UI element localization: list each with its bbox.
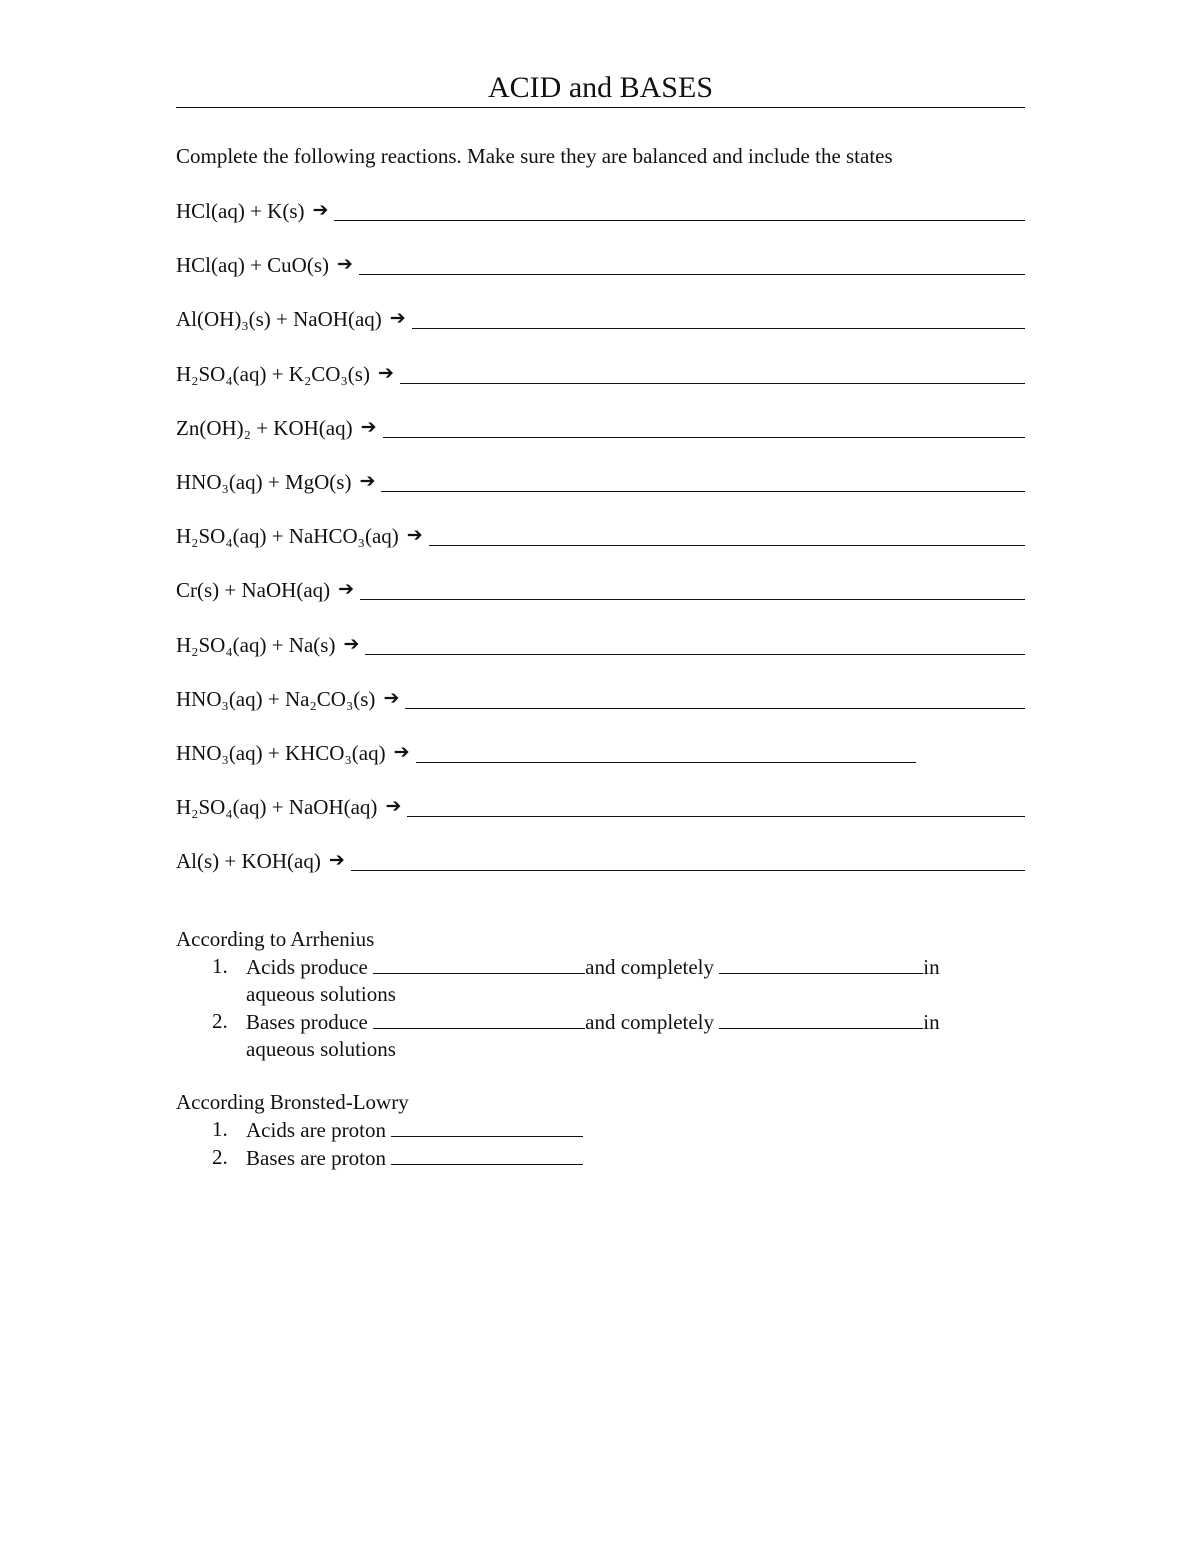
reaction-row: [176, 683, 1025, 713]
reaction-row: [176, 358, 1025, 388]
reaction-reactants: H₂SO₄(aq) + K₂CO₃(s): [176, 361, 370, 386]
right-arrow-icon: ➔: [359, 469, 376, 492]
arrhenius-section: [176, 926, 940, 1063]
item-text-end: in: [923, 955, 940, 979]
reaction-row: [176, 249, 1025, 279]
reaction-row: [176, 737, 1025, 767]
list-item: [176, 1144, 583, 1172]
answer-blank[interactable]: [373, 1008, 585, 1029]
answer-blank[interactable]: [719, 1008, 923, 1029]
right-arrow-icon: ➔: [389, 307, 406, 330]
answer-blank[interactable]: [381, 490, 1025, 492]
item-text-end: in: [923, 1010, 940, 1034]
reaction-reactants: Al(OH)₃(s) + NaOH(aq): [176, 307, 382, 332]
reaction-row: [176, 629, 1025, 659]
reaction-reactants: H₂SO₄(aq) + NaOH(aq): [176, 795, 378, 820]
answer-blank[interactable]: [429, 544, 1025, 546]
reaction-reactants: HNO₃(aq) + Na₂CO₃(s): [176, 686, 376, 711]
answer-blank[interactable]: [334, 219, 1025, 221]
answer-blank[interactable]: [359, 273, 1025, 275]
right-arrow-icon: ➔: [328, 849, 345, 872]
reaction-reactants: HCl(aq) + K(s): [176, 199, 305, 223]
reaction-reactants: HNO₃(aq) + MgO(s): [176, 469, 352, 494]
item-number: 1.: [212, 954, 228, 978]
reaction-row: [176, 791, 1025, 821]
right-arrow-icon: ➔: [343, 632, 360, 655]
item-text-continued: aqueous solutions: [246, 982, 396, 1006]
reaction-row: [176, 412, 1025, 442]
item-number: 1.: [212, 1117, 228, 1141]
item-text-start: Bases produce: [246, 1010, 374, 1034]
item-text-middle: and completely: [585, 1010, 720, 1034]
reaction-row: [176, 303, 1025, 333]
right-arrow-icon: ➔: [312, 199, 329, 221]
answer-blank[interactable]: [412, 327, 1025, 329]
reaction-row: [176, 520, 1025, 550]
reaction-list: [176, 195, 1025, 899]
item-text: Acids are proton: [246, 1118, 392, 1142]
reaction-reactants: HCl(aq) + CuO(s): [176, 253, 329, 278]
answer-blank[interactable]: [416, 761, 916, 763]
answer-blank[interactable]: [383, 436, 1025, 438]
answer-blank[interactable]: [360, 598, 1025, 600]
reaction-reactants: H₂SO₄(aq) + NaHCO₃(aq): [176, 524, 399, 549]
reaction-row: [176, 845, 1025, 875]
page-title: ACID and BASES: [487, 71, 713, 104]
answer-blank[interactable]: [391, 1116, 583, 1137]
right-arrow-icon: ➔: [406, 524, 423, 547]
answer-blank[interactable]: [373, 953, 585, 974]
right-arrow-icon: ➔: [377, 361, 394, 384]
item-text-continued: aqueous solutions: [246, 1037, 396, 1061]
arrhenius-heading: According to Arrhenius: [176, 927, 375, 951]
answer-blank[interactable]: [400, 382, 1025, 384]
right-arrow-icon: ➔: [385, 795, 402, 818]
right-arrow-icon: ➔: [360, 415, 377, 438]
right-arrow-icon: ➔: [338, 578, 355, 601]
answer-blank[interactable]: [391, 1144, 583, 1165]
answer-blank[interactable]: [405, 707, 1025, 709]
reaction-reactants: HNO₃(aq) + KHCO₃(aq): [176, 740, 386, 765]
bronsted-section: [176, 1089, 583, 1172]
bronsted-heading: According Bronsted-Lowry: [176, 1090, 409, 1114]
item-text-start: Acids produce: [246, 955, 374, 979]
reaction-reactants: Zn(OH)₂ + KOH(aq): [176, 415, 353, 440]
item-text-middle: and completely: [585, 955, 720, 979]
reaction-reactants: Al(s) + KOH(aq): [176, 849, 321, 874]
right-arrow-icon: ➔: [383, 686, 400, 709]
title-underline: [176, 107, 1025, 108]
list-item: [176, 953, 940, 1008]
reaction-row: [176, 466, 1025, 496]
list-item: [176, 1008, 940, 1063]
list-item: [176, 1116, 583, 1144]
item-text: Bases are proton: [246, 1146, 392, 1170]
arrhenius-list: [176, 953, 940, 1063]
reaction-row: [176, 574, 1025, 604]
bronsted-list: [176, 1116, 583, 1172]
answer-blank[interactable]: [407, 815, 1025, 817]
right-arrow-icon: ➔: [393, 740, 410, 763]
answer-blank[interactable]: [719, 953, 923, 974]
instructions-text: Complete the following reactions. Make sure they are balanced and include the states: [176, 144, 893, 168]
reaction-reactants: H₂SO₄(aq) + Na(s): [176, 632, 336, 657]
reaction-row: [176, 195, 1025, 225]
item-number: 2.: [212, 1145, 228, 1169]
right-arrow-icon: ➔: [337, 253, 353, 276]
answer-blank[interactable]: [351, 869, 1025, 871]
reaction-reactants: Cr(s) + NaOH(aq): [176, 578, 331, 603]
answer-blank[interactable]: [365, 653, 1025, 655]
item-number: 2.: [212, 1009, 228, 1033]
